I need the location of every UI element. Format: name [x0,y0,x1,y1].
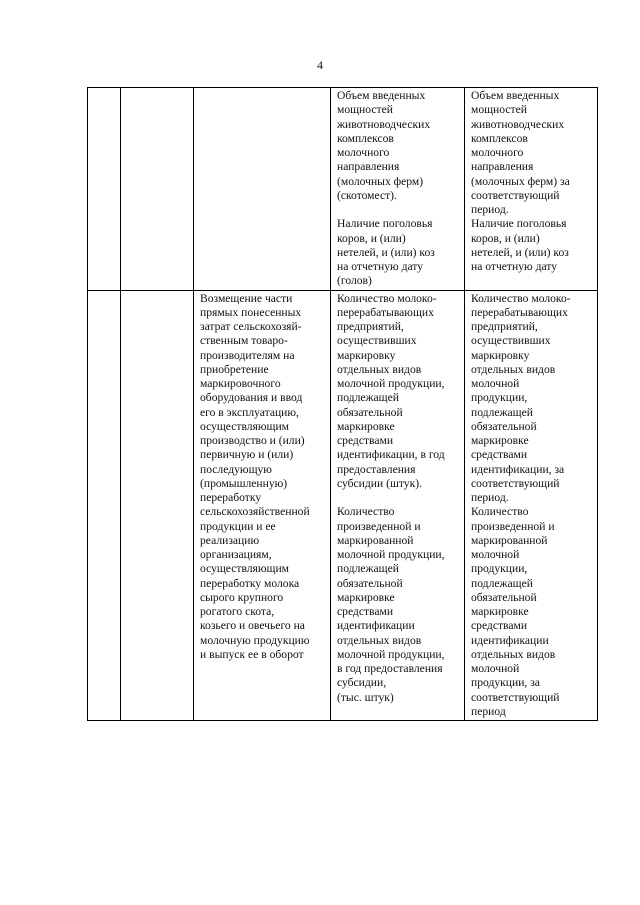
indicator-cell: Объем введенных мощностей животноводческих комплексов молочного направления (молочных ферм) (скотомест). Наличие поголовья коров, и (или) нетелей, и (или) коз на отчетную дату (голов) [331,88,465,291]
table-cell [194,88,331,291]
page-number: 4 [317,58,323,72]
measure-cell: Возмещение части прямых понесенных затрат сельскохозяй- ственным товаро- производителям на приобретение маркировочного оборудования и ввод его в эксплуатацию, осуществляющим производство и (или) первичную и (или) последующую (промышленную) переработку сельскохозяйственной продукции и ее реализацию организациям, осуществляющим переработку молока сырого крупного рогатого скота, козьего и овечьего на молочную продукцию и выпуск ее в оборот [194,290,331,721]
indicator-cell: Объем введенных мощностей животноводческих комплексов молочного направления (молочных ферм) за соответствующий период. Наличие поголовья коров, и (или) нетелей, и (или) коз на отчетную дату [465,88,598,291]
table-cell [88,290,121,721]
indicators-table [87,87,598,721]
indicator-cell: Количество молоко- перерабатывающих предприятий, осуществивших маркировку отдельных видов молочной продукции, подлежащей обязательной маркировке средствами идентификации, в год предоставления субсидии (штук). Количество произведенной и маркированной молочной продукции, подлежащей обязательной маркировке средствами идентификации отдельных видов молочной продукции, в год предоставления субсидии, (тыс. штук) [331,290,465,721]
table-row [88,88,598,291]
table-cell [88,88,121,291]
table-cell [121,88,194,291]
table-row [88,290,598,721]
indicator-cell: Количество молоко- перерабатывающих предприятий, осуществивших маркировку отдельных видов молочной продукции, подлежащей обязательной маркировке средствами идентификации, за соответствующий период. Количество произведенной и маркированной молочной продукции, подлежащей обязательной маркировке средствами идентификации отдельных видов молочной продукции, за соответствующий период [465,290,598,721]
table-cell [121,290,194,721]
